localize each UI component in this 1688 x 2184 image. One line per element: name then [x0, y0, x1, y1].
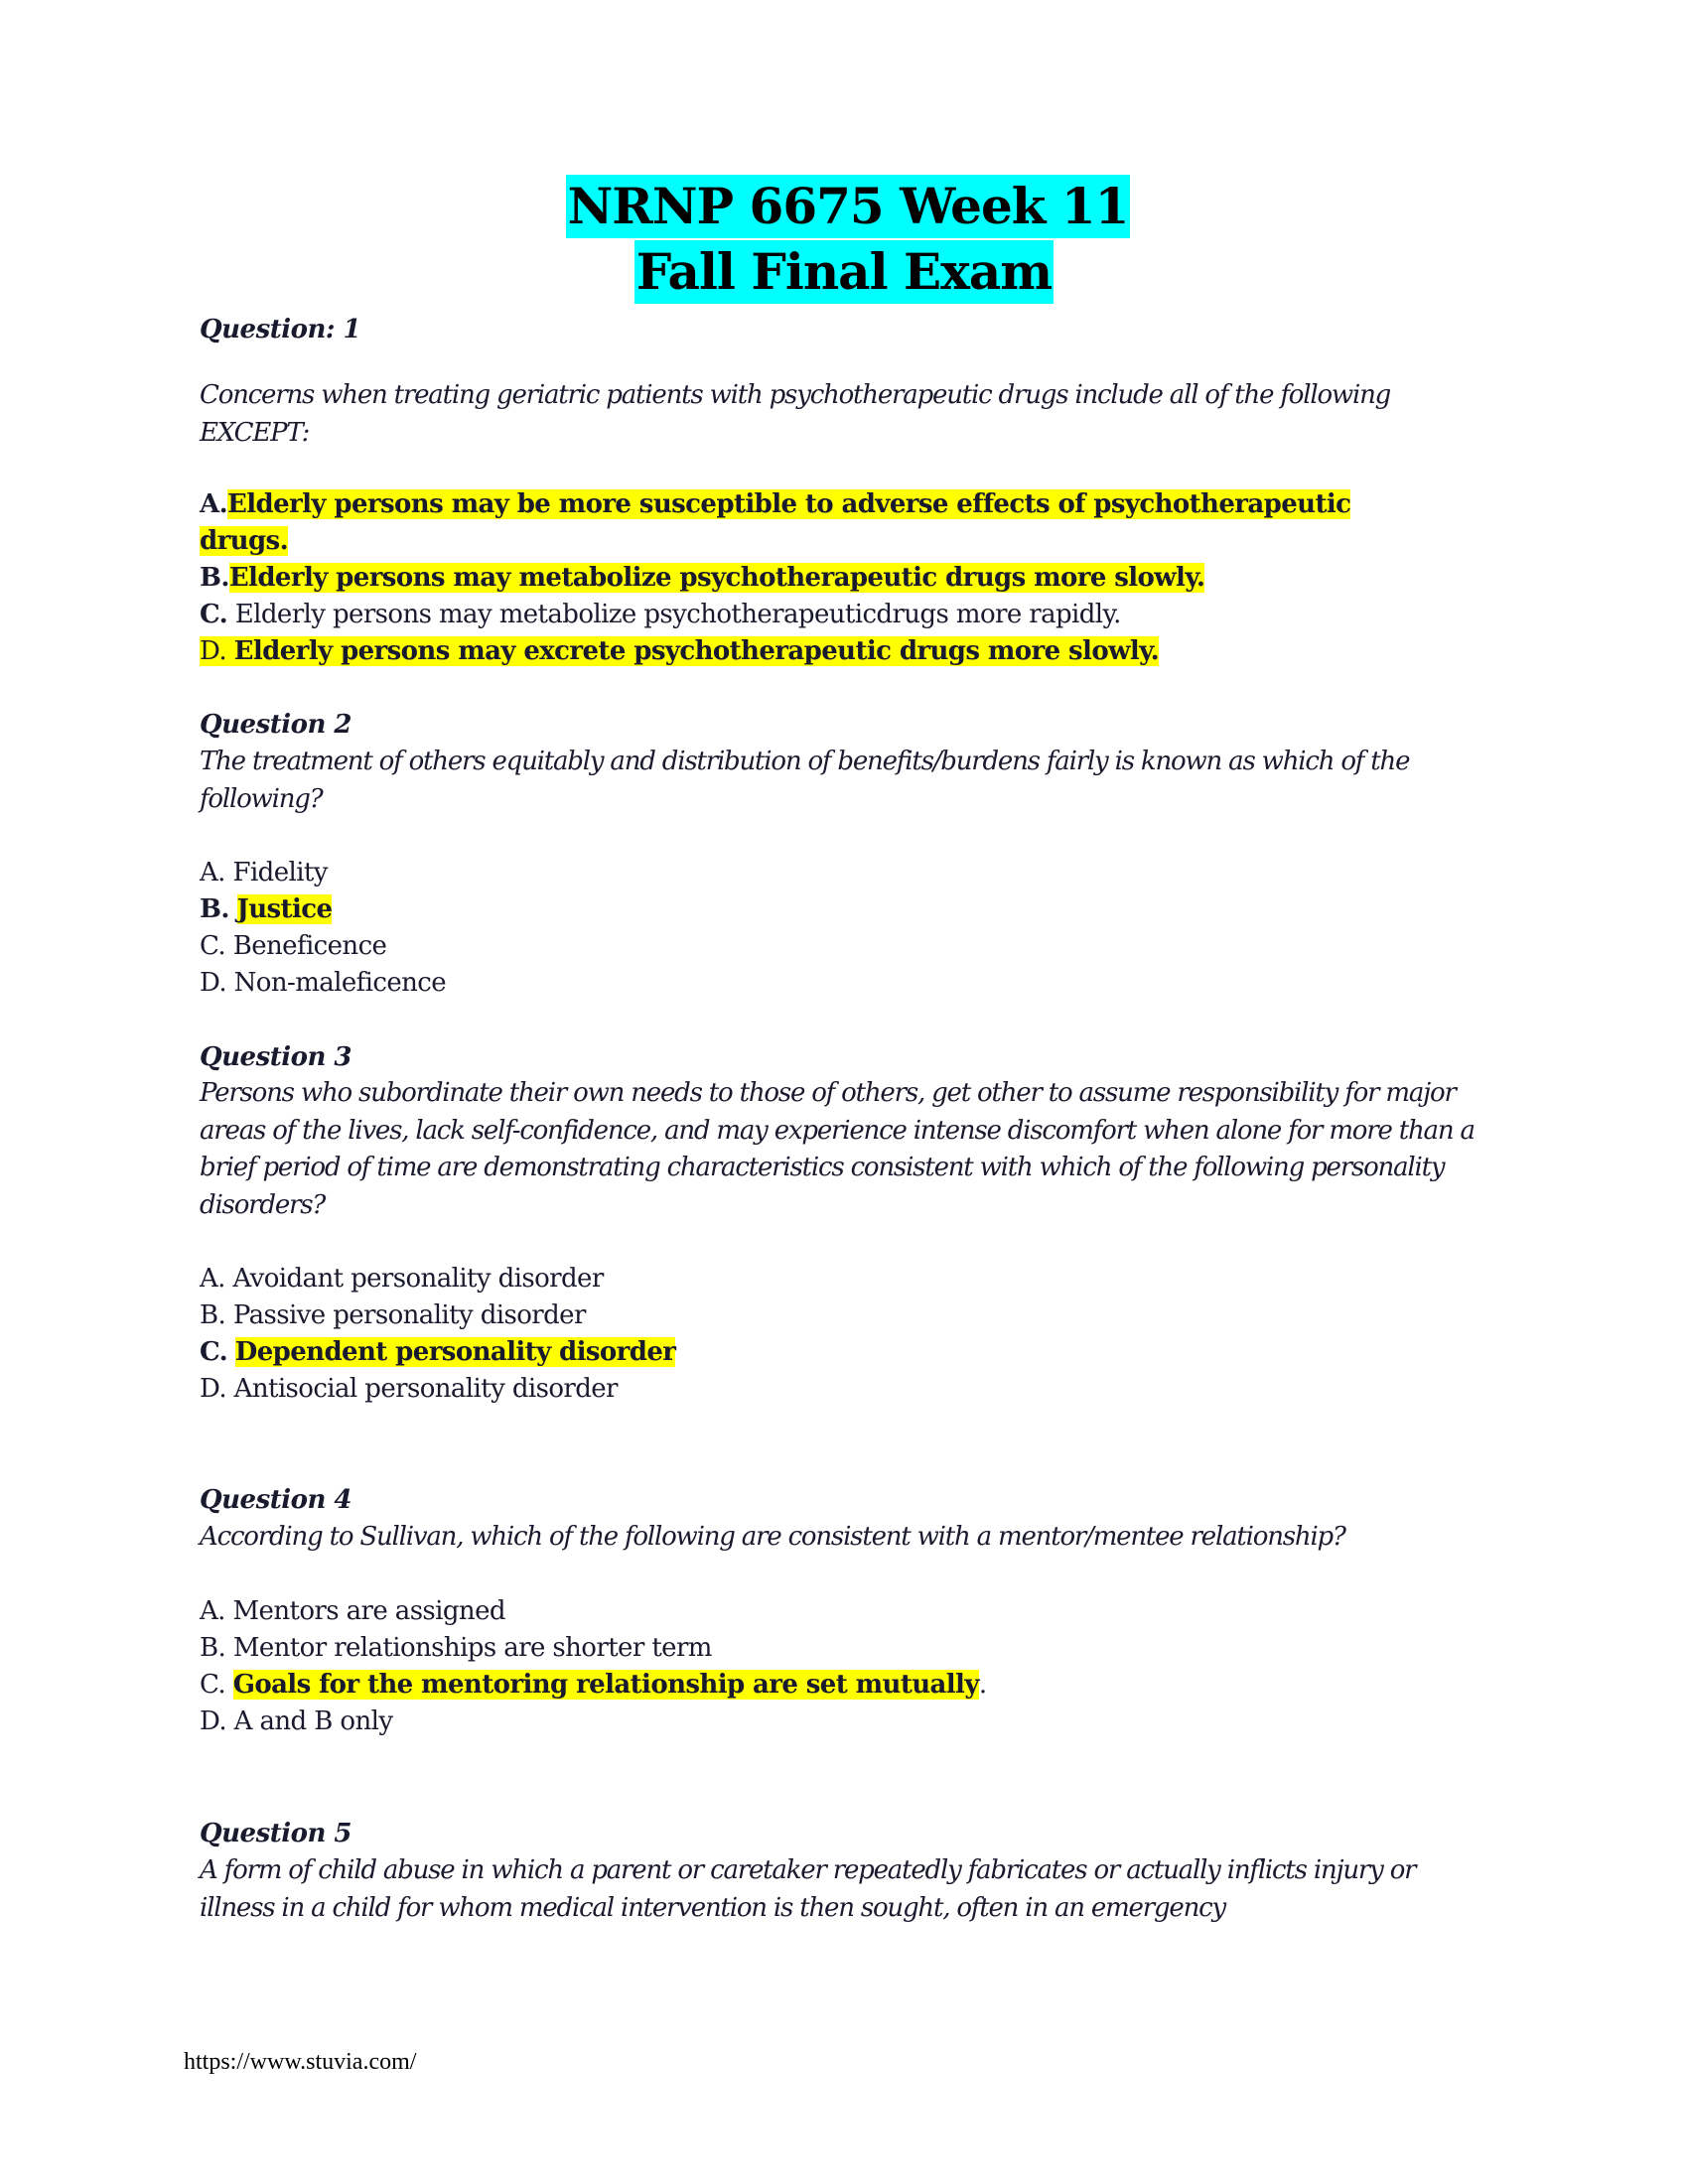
question-3-option-c — [200, 1334, 675, 1371]
option-letter: A. — [200, 1264, 225, 1294]
question-3-option-b — [200, 1297, 586, 1334]
question-2-option-c — [200, 928, 386, 965]
question-1-text: Concerns when treating geriatric patients with psychotherapeutic drugs include all of the following EXCEPT: — [200, 380, 1391, 448]
question-3-text: Persons who subordinate their own needs to those of others, get other to assume responsibility for major areas of the lives, lack self-confidence, and may experience intense discomfort when alone for more than a brief period of time are demonstrating characteristics consistent with which of the following personality disorders? — [200, 1078, 1475, 1220]
document-title — [0, 175, 1688, 306]
option-text: Avoidant personality disorder — [232, 1264, 604, 1294]
option-text-highlighted: Elderly persons may be more susceptible to adverse effects of psychotherapeutic drugs. — [200, 489, 1351, 556]
question-3-option-d — [200, 1371, 618, 1408]
title-line-2: Fall Final Exam — [634, 240, 1054, 304]
option-text: Mentor relationships are shorter term — [232, 1633, 712, 1663]
footer-url[interactable]: https://www.stuvia.com/ — [184, 2049, 417, 2075]
question-4-option-a — [200, 1593, 505, 1630]
option-suffix: . — [978, 1670, 987, 1700]
option-letter: B. — [200, 1633, 226, 1663]
option-letter: D. — [200, 1706, 226, 1736]
question-2-option-b — [200, 891, 332, 928]
option-text: A and B only — [233, 1706, 393, 1736]
option-text: Elderly persons may metabolize psychotherapeuticdrugs more rapidly. — [234, 600, 1121, 629]
option-letter: C. — [200, 600, 228, 629]
option-text: Mentors are assigned — [232, 1596, 505, 1626]
option-text: Non-maleficence — [233, 968, 447, 998]
question-2-heading: Question 2 — [200, 710, 352, 740]
option-letter: A. — [200, 858, 225, 887]
option-text-highlighted: Goals for the mentoring relationship are set mutually — [232, 1670, 979, 1700]
option-text-highlighted: Justice — [236, 894, 333, 924]
option-letter: D. — [200, 1374, 226, 1404]
question-1-option-a — [200, 486, 1371, 560]
option-text: Antisocial personality disorder — [233, 1374, 618, 1404]
question-5-text: A form of child abuse in which a parent or caretaker repeatedly fabricates or actually inflicts injury or illness in a child for whom medical intervention is then sought, often in an emergency — [200, 1855, 1416, 1923]
option-letter: A. — [200, 1596, 225, 1626]
option-text: Fidelity — [232, 858, 328, 887]
question-3-heading: Question 3 — [200, 1042, 352, 1072]
option-text-highlighted: Elderly persons may metabolize psychotherapeutic drugs more slowly. — [228, 563, 1205, 593]
question-5-heading: Question 5 — [200, 1819, 352, 1848]
option-letter: B. — [200, 563, 229, 593]
question-3-option-a — [200, 1261, 604, 1297]
question-1-option-c — [200, 597, 1121, 633]
option-text: Beneficence — [232, 931, 387, 961]
question-4-option-b — [200, 1630, 712, 1667]
option-letter: C. — [200, 1670, 226, 1700]
option-text: Passive personality disorder — [232, 1300, 586, 1330]
question-1-heading: Question: 1 — [200, 315, 361, 344]
question-1-option-b — [200, 560, 1204, 597]
option-letter: A. — [200, 489, 228, 519]
option-letter: B. — [200, 1300, 226, 1330]
option-letter: B. — [200, 894, 229, 924]
option-letter: D. — [200, 636, 226, 666]
question-4-option-d — [200, 1704, 392, 1740]
question-4-heading: Question 4 — [200, 1485, 352, 1515]
title-line-1: NRNP 6675 Week 11 — [566, 175, 1131, 238]
option-text-highlighted: Dependent personality disorder — [234, 1337, 676, 1367]
option-letter: D. — [200, 968, 226, 998]
question-4-text: According to Sullivan, which of the following are consistent with a mentor/mentee relationship? — [200, 1522, 1345, 1552]
option-text-highlighted: Elderly persons may excrete psychotherapeutic drugs more slowly. — [233, 636, 1160, 666]
question-2-option-d — [200, 965, 446, 1002]
question-4-option-c — [200, 1667, 987, 1704]
question-2-option-a — [200, 855, 328, 891]
question-2-text: The treatment of others equitably and distribution of benefits/burdens fairly is known as which of the following? — [200, 747, 1410, 814]
option-letter: C. — [200, 931, 226, 961]
option-letter: C. — [200, 1337, 228, 1367]
question-1-option-d — [200, 633, 1159, 670]
